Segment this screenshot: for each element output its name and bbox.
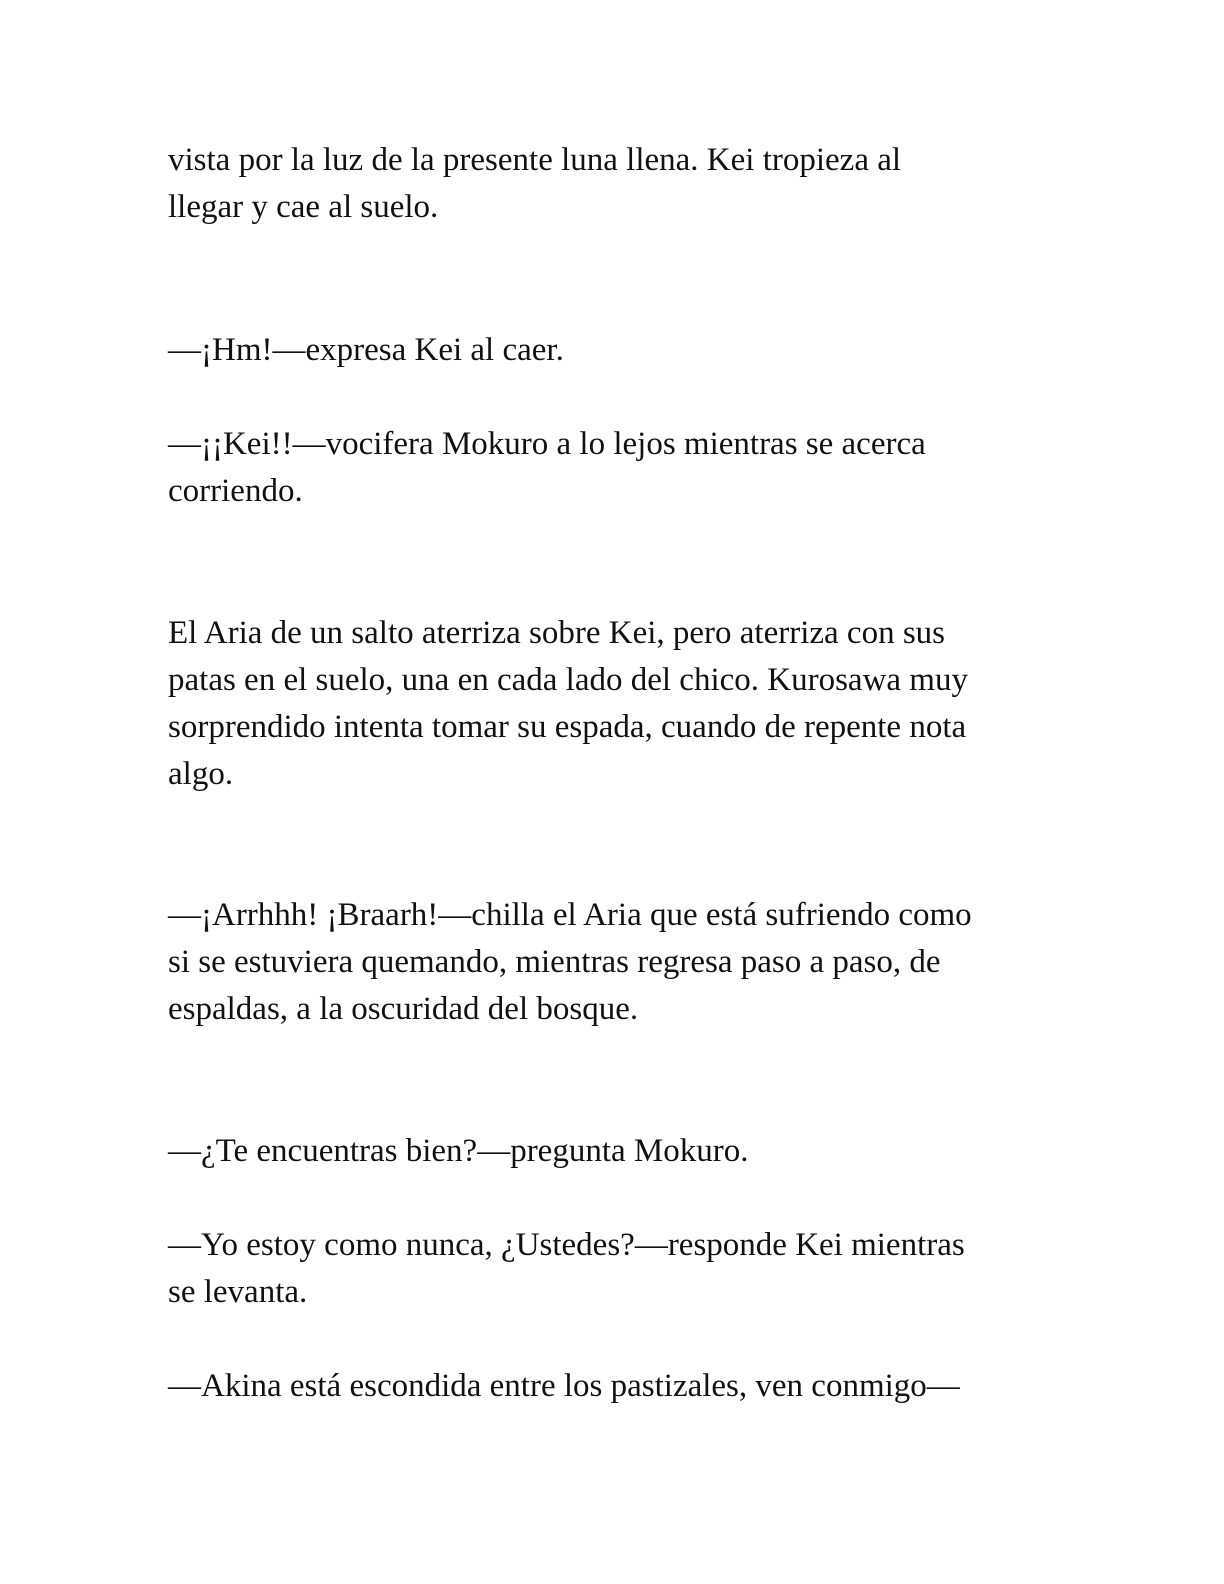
- text-line: —¡¡Kei!!—vocifera Mokuro a lo lejos mientras se acerca: [168, 426, 926, 462]
- text-line: si se estuviera quemando, mientras regresa paso a paso, de: [168, 944, 941, 980]
- text-line: algo.: [168, 756, 234, 792]
- text-line: espaldas, a la oscuridad del bosque.: [168, 991, 639, 1027]
- paragraph-4: [168, 610, 1053, 798]
- text-line: —¡Arrhhh! ¡Braarh!—chilla el Aria que está sufriendo como: [168, 897, 972, 933]
- text-line: vista por la luz de la presente luna llena. Kei tropieza al: [168, 142, 902, 178]
- paragraph-3: [168, 421, 1053, 515]
- text-line: —¡Hm!—expresa Kei al caer.: [168, 332, 564, 368]
- paragraph-5: [168, 892, 1053, 1033]
- text-line: patas en el suelo, una en cada lado del chico. Kurosawa muy: [168, 662, 968, 698]
- paragraph-2: [168, 327, 1053, 374]
- paragraph-8: [168, 1363, 1053, 1410]
- text-line: corriendo.: [168, 473, 303, 509]
- text-line: se levanta.: [168, 1274, 308, 1310]
- paragraph-6: [168, 1128, 1053, 1175]
- text-line: El Aria de un salto aterriza sobre Kei, pero aterriza con sus: [168, 615, 946, 651]
- text-line: —Yo estoy como nunca, ¿Ustedes?—responde Kei mientras: [168, 1227, 965, 1263]
- text-line: —¿Te encuentras bien?—pregunta Mokuro.: [168, 1133, 749, 1169]
- text-line: —Akina está escondida entre los pastizales, ven conmigo—: [168, 1368, 960, 1404]
- paragraph-7: [168, 1222, 1053, 1316]
- text-line: sorprendido intenta tomar su espada, cuando de repente nota: [168, 709, 967, 745]
- text-line: llegar y cae al suelo.: [168, 189, 439, 225]
- paragraph-1: [168, 137, 1053, 231]
